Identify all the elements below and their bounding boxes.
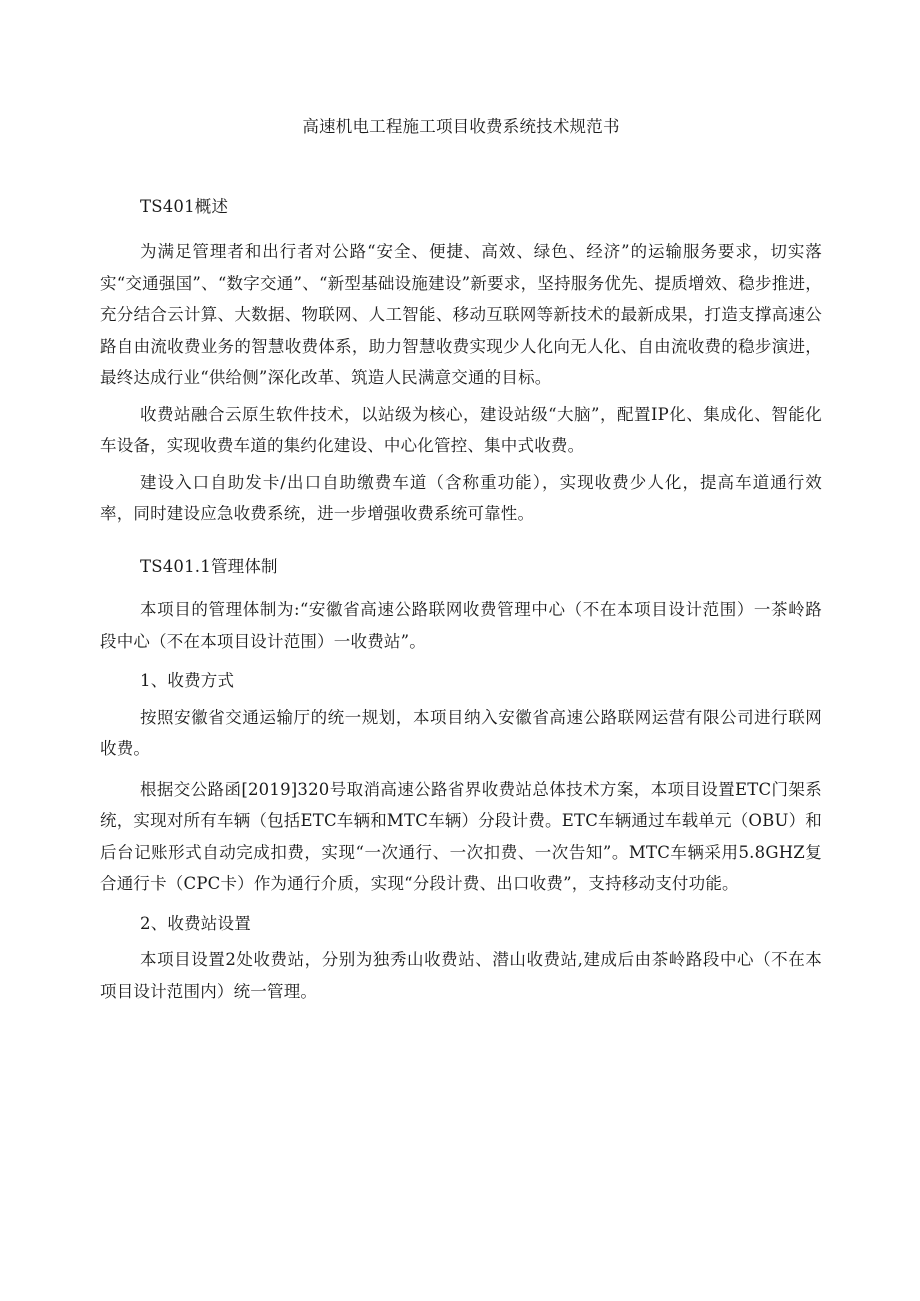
document-title: 高速机电工程施工项目收费系统技术规范书	[302, 117, 620, 136]
toll-method-paragraph-1: 按照安徽省交通运输厅的统一规划，本项目纳入安徽省高速公路联网运营有限公司进行联网收费。	[100, 707, 822, 758]
document-body	[100, 111, 822, 1007]
section-heading-management: TS401.1管理体制	[140, 556, 278, 576]
toll-method-paragraph-2: 根据交公路函[2019]320号取消高速公路省界收费站总体技术方案，本项目设置ETC门架系统，实现对所有车辆（包括ETC车辆和MTC车辆）分段计费。ETC车辆通过车载单元（OBU）和后台记账形式自动完成扣费，实现“一次通行、一次扣费、一次告知”。MTC车辆采用5.8GHZ复合通行卡（CPC卡）作为通行介质，实现“分段计费、出口收费”，支持移动支付功能。	[100, 779, 822, 893]
management-intro-paragraph: 本项目的管理体制为:“安徽省高速公路联网收费管理中心（不在本项目设计范围）一茶岭路段中心（不在本项目设计范围）一收费站”。	[100, 600, 822, 651]
item-heading-toll-station-setup: 2、收费站设置	[140, 913, 251, 933]
overview-paragraph-2: 收费站融合云原生软件技术，以站级为核心，建设站级“大脑”，配置IP化、集成化、智能化车设备，实现收费车道的集约化建设、中心化管控、集中式收费。	[100, 404, 822, 455]
section-heading-overview: TS401概述	[140, 196, 229, 216]
item-heading-toll-method: 1、收费方式	[140, 671, 235, 690]
overview-paragraph-3: 建设入口自助发卡/出口自助缴费车道（含称重功能），实现收费少人化，提高车道通行效率，同时建设应急收费系统，进一步增强收费系统可靠性。	[100, 472, 822, 523]
toll-station-paragraph-1: 本项目设置2处收费站，分别为独秀山收费站、潜山收费站,建成后由茶岭路段中心（不在本项目设计范围内）统一管理。	[100, 950, 822, 1001]
overview-paragraph-1: 为满足管理者和出行者对公路“安全、便捷、高效、绿色、经济”的运输服务要求，切实落实“交通强国”、“数字交通”、“新型基础设施建设”新要求，坚持服务优先、提质增效、稳步推进，充分结合云计算、大数据、物联网、人工智能、移动互联网等新技术的最新成果，打造支撑高速公路自由流收费业务的智慧收费体系，助力智慧收费实现少人化向无人化、自由流收费的稳步演进，最终达成行业“供给侧”深化改革、筑造人民满意交通的目标。	[100, 242, 822, 387]
